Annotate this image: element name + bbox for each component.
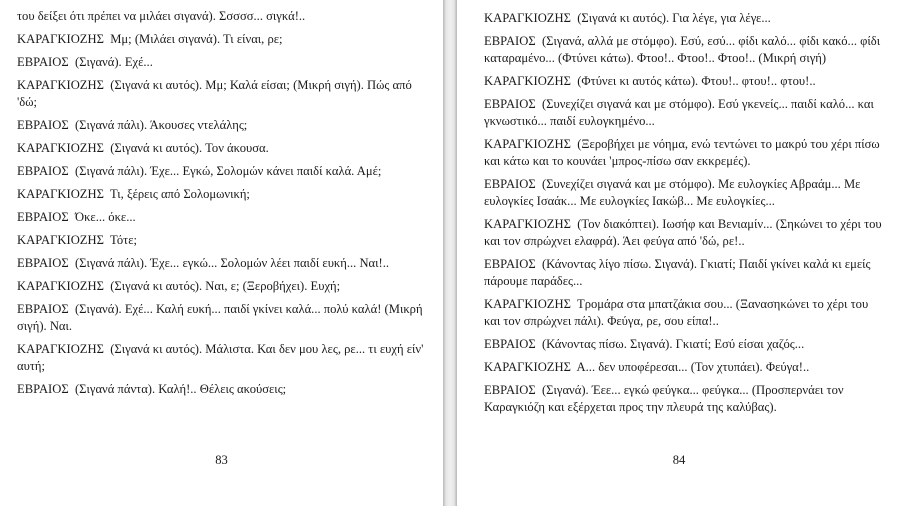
speaker-name: ΕΒΡΑΙΟΣ <box>17 302 69 316</box>
dialogue-text: Τότε; <box>110 233 137 247</box>
dialogue-line <box>17 54 431 71</box>
dialogue-line <box>17 301 431 335</box>
dialogue-text: Όκε... όκε... <box>74 210 136 224</box>
speaker-name: ΚΑΡΑΓΚΙΟΖΗΣ <box>484 74 571 88</box>
speaker-name: ΚΑΡΑΓΚΙΟΖΗΣ <box>17 32 104 46</box>
dialogue-text: του δείξει ότι πρέπει να μιλάει σιγανά). Σσσσσ... σιγκά!.. <box>17 9 306 23</box>
dialogue-text: (Φτύνει κι αυτός κάτω). Φτου!.. φτου!.. φτου!.. <box>577 74 816 88</box>
dialogue-text: (Σιγανά κι αυτός). Μμ; Καλά είσαι; (Μικρή σιγή). Πώς από 'δώ; <box>17 78 412 109</box>
speaker-name: ΚΑΡΑΓΚΙΟΖΗΣ <box>17 78 104 92</box>
dialogue-line <box>17 31 431 48</box>
speaker-name: ΚΑΡΑΓΚΙΟΖΗΣ <box>484 217 571 231</box>
dialogue-line <box>484 256 887 290</box>
speaker-name: ΕΒΡΑΙΟΣ <box>484 34 536 48</box>
dialogue-line <box>17 278 431 295</box>
dialogue-line <box>17 381 431 398</box>
speaker-name: ΕΒΡΑΙΟΣ <box>484 177 536 191</box>
dialogue-line <box>17 209 431 226</box>
dialogue-line <box>17 255 431 272</box>
dialogue-line <box>484 359 887 376</box>
speaker-name: ΕΒΡΑΙΟΣ <box>17 210 69 224</box>
dialogue-line <box>17 232 431 249</box>
dialogue-text: Τρομάρα στα μπατζάκια σου... (Ξανασηκώνει το χέρι του και τον σπρώχνει πάλι). Φεύγα, ρε, σου είπα!.. <box>484 297 869 328</box>
right-page-text <box>484 10 887 416</box>
dialogue-line <box>17 186 431 203</box>
speaker-name: ΕΒΡΑΙΟΣ <box>17 164 69 178</box>
dialogue-line <box>484 10 887 27</box>
dialogue-text: (Σιγανά, αλλά με στόμφο). Εσύ, εσύ... φίδι καλό... φίδι κακό... φίδι καταραμένο... (Φτύνει κάτω). Φτοο!.. Φτοο!.. Φτοο!.. (Μικρή σιγή) <box>484 34 881 65</box>
speaker-name: ΕΒΡΑΙΟΣ <box>17 256 69 270</box>
speaker-name: ΕΒΡΑΙΟΣ <box>17 382 69 396</box>
dialogue-line <box>17 77 431 111</box>
speaker-name: ΚΑΡΑΓΚΙΟΖΗΣ <box>17 187 104 201</box>
dialogue-line <box>484 176 887 210</box>
dialogue-text: (Σιγανά πάλι). Άκουσες ντελάλης; <box>74 118 248 132</box>
dialogue-text: (Σιγανά κι αυτός). Για λέγε, για λέγε... <box>577 11 771 25</box>
dialogue-text: (Σιγανά κι αυτός). Τον άκουσα. <box>110 141 269 155</box>
dialogue-line <box>484 216 887 250</box>
speaker-name: ΚΑΡΑΓΚΙΟΖΗΣ <box>17 233 104 247</box>
dialogue-line <box>17 341 431 375</box>
dialogue-text: (Κάνοντας πίσω. Σιγανά). Γκιατί; Εσύ είσαι χαζός... <box>541 337 805 351</box>
dialogue-text: (Σιγανά κι αυτός). Ναι, ε; (Ξεροβήχει). Ευχή; <box>110 279 341 293</box>
dialogue-text: (Κάνοντας λίγο πίσω. Σιγανά). Γκιατί; Παιδί γκίνει καλά κι εμείς πάρουμε παράδες... <box>484 257 871 288</box>
right-page-number: 84 <box>672 453 686 467</box>
dialogue-text: (Σιγανά πάλι). Έχε... εγκώ... Σολομών λέει παιδί ευκή... Ναι!.. <box>74 256 390 270</box>
dialogue-text: Τι, ξέρεις από Σολομωνική; <box>110 187 250 201</box>
dialogue-line <box>484 73 887 90</box>
dialogue-line <box>484 296 887 330</box>
dialogue-line <box>17 117 431 134</box>
dialogue-line <box>17 163 431 180</box>
speaker-name: ΚΑΡΑΓΚΙΟΖΗΣ <box>484 360 571 374</box>
dialogue-text: (Σιγανά κι αυτός). Μάλιστα. Και δεν μου λες, ρε... τι ευχή είν' αυτή; <box>17 342 424 373</box>
left-page-text <box>17 8 431 398</box>
speaker-name: ΕΒΡΑΙΟΣ <box>484 383 536 397</box>
dialogue-text: Μμ; (Μιλάει σιγανά). Τι είναι, ρε; <box>110 32 283 46</box>
left-page <box>0 0 443 506</box>
speaker-name: ΚΑΡΑΓΚΙΟΖΗΣ <box>484 11 571 25</box>
speaker-name: ΚΑΡΑΓΚΙΟΖΗΣ <box>484 297 571 311</box>
dialogue-line <box>17 140 431 157</box>
dialogue-text: (Τον διακόπτει). Ιωσήφ και Βενιαμίν... (Σηκώνει το χέρι του και τον σπρώχνει ελαφρά). Άει φεύγα από 'δώ, ρε!.. <box>484 217 882 248</box>
dialogue-text: Α... δεν υποφέρεσαι... (Τον χτυπάει). Φεύγα!.. <box>576 360 810 374</box>
speaker-name: ΕΒΡΑΙΟΣ <box>484 257 536 271</box>
dialogue-line <box>484 96 887 130</box>
left-page-number: 83 <box>215 453 228 467</box>
speaker-name: ΚΑΡΑΓΚΙΟΖΗΣ <box>484 137 571 151</box>
book-gutter <box>443 0 457 506</box>
dialogue-line <box>484 336 887 353</box>
dialogue-text: (Σιγανά). Έεε... εγκώ φεύγκα... φεύγκα... (Προσπερνάει τον Καραγκιόζη και εξέρχεται προς την πλευρά της καλύβας). <box>484 383 844 414</box>
speaker-name: ΚΑΡΑΓΚΙΟΖΗΣ <box>17 342 104 356</box>
dialogue-text: (Σιγανά). Εχέ... <box>74 55 153 69</box>
speaker-name: ΕΒΡΑΙΟΣ <box>484 337 536 351</box>
dialogue-line <box>17 8 431 25</box>
dialogue-text: (Σιγανά πάντα). Καλή!.. Θέλεις ακούσεις; <box>74 382 287 396</box>
dialogue-line <box>484 136 887 170</box>
speaker-name: ΕΒΡΑΙΟΣ <box>17 55 69 69</box>
speaker-name: ΚΑΡΑΓΚΙΟΖΗΣ <box>17 279 104 293</box>
right-page <box>457 0 901 506</box>
dialogue-text: (Συνεχίζει σιγανά και με στόμφο). Με ευλογκίες Αβραάμ... Με ευλογκίες Ισαάκ... Με ευλογκίες Ιακώβ... Με ευλογκίες... <box>484 177 861 208</box>
speaker-name: ΕΒΡΑΙΟΣ <box>17 118 69 132</box>
dialogue-line <box>484 33 887 67</box>
speaker-name: ΚΑΡΑΓΚΙΟΖΗΣ <box>17 141 104 155</box>
dialogue-text: (Συνεχίζει σιγανά και με στόμφο). Εσύ γκενείς... παιδί καλό... και γκνωστικό... παιδί ευλογκημένο... <box>484 97 874 128</box>
dialogue-text: (Σιγανά). Εχέ... Καλή ευκή... παιδί γκίνει καλά... πολύ καλά! (Μικρή σιγή). Ναι. <box>17 302 423 333</box>
dialogue-text: (Σιγανά πάλι). Έχε... Εγκώ, Σολομών κάνει παιδί καλά. Αμέ; <box>74 164 382 178</box>
dialogue-text: (Ξεροβήχει με νόημα, ενώ τεντώνει το μακρύ του χέρι πίσω και κάτω και το κουνάει 'μπρος-πίσω σαν εκκρεμές). <box>484 137 880 168</box>
speaker-name: ΕΒΡΑΙΟΣ <box>484 97 536 111</box>
dialogue-line <box>484 382 887 416</box>
